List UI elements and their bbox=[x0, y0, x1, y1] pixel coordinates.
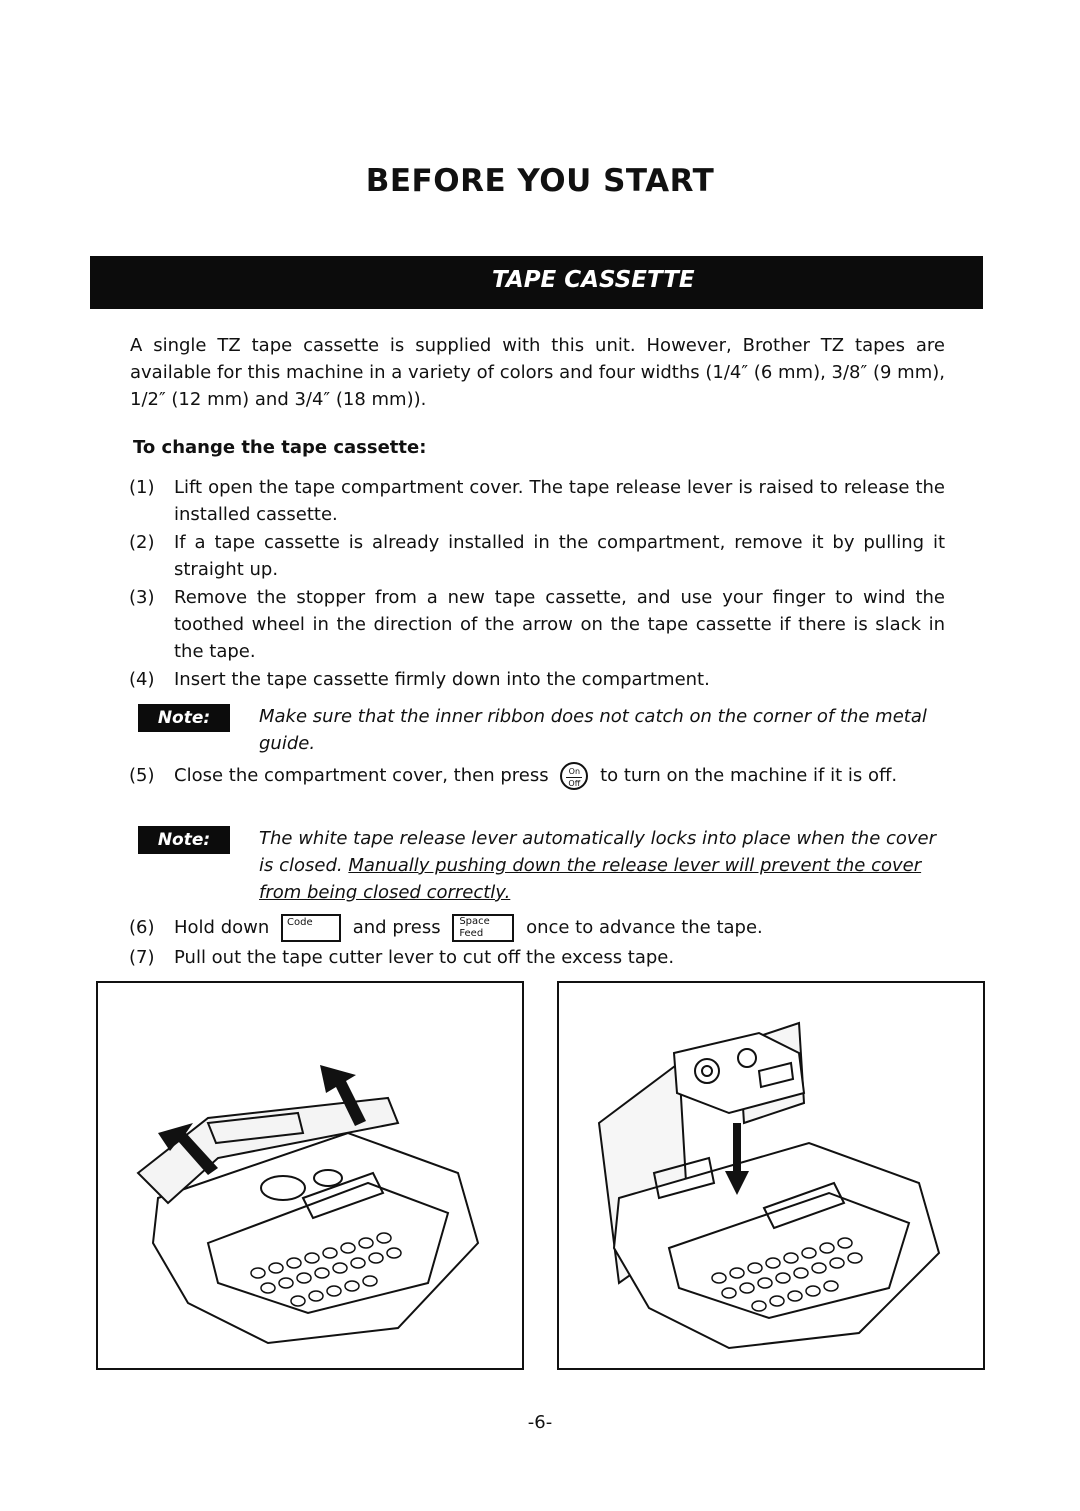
step-number: (1) bbox=[129, 477, 155, 498]
step-text bbox=[174, 914, 945, 942]
step-5-after: to turn on the machine if it is off. bbox=[600, 765, 898, 786]
step-3 bbox=[129, 584, 945, 665]
step-number: (6) bbox=[129, 917, 155, 938]
step-5-before: Close the compartment cover, then press bbox=[174, 765, 549, 786]
power-key-off-label: Off bbox=[568, 779, 581, 788]
label-maker-open-cover-illustration bbox=[98, 983, 522, 1368]
power-key-on-label: On bbox=[568, 767, 581, 776]
step-text: Insert the tape cassette firmly down into the compartment. bbox=[174, 669, 710, 690]
step-number: (3) bbox=[129, 587, 155, 608]
code-key-icon bbox=[281, 914, 341, 942]
feed-key-label: Feed bbox=[459, 928, 484, 939]
step-2 bbox=[129, 529, 945, 583]
note-2 bbox=[138, 825, 945, 906]
step-text: Lift open the tape compartment cover. The tape release lever is raised to release the installed cassette. bbox=[174, 477, 945, 525]
step-number: (4) bbox=[129, 669, 155, 690]
section-banner-label: TAPE CASSETTE bbox=[492, 267, 695, 293]
figure-open-cover bbox=[96, 981, 524, 1370]
step-7 bbox=[129, 944, 945, 971]
section-banner bbox=[90, 256, 983, 309]
step-1 bbox=[129, 474, 945, 528]
subheading: To change the tape cassette: bbox=[133, 437, 427, 458]
step-text: Remove the stopper from a new tape cassette, and use your finger to wind the toothed wheel in the direction of the arrow on the tape cassette if there is slack in the tape. bbox=[174, 587, 945, 662]
step-6-part3: once to advance the tape. bbox=[526, 917, 763, 938]
step-6-part2: and press bbox=[352, 917, 441, 938]
step-text: If a tape cassette is already installed in the compartment, remove it by pulling it straight up. bbox=[174, 532, 945, 580]
figure-insert-cassette bbox=[557, 981, 985, 1370]
note-2-underlined: Manually pushing down the release lever will prevent the cover from being closed correctly. bbox=[259, 855, 922, 903]
page-title: BEFORE YOU START bbox=[365, 163, 715, 199]
step-5 bbox=[129, 762, 945, 790]
step-6-part1: Hold down bbox=[174, 917, 270, 938]
note-text bbox=[259, 825, 945, 906]
note-badge: Note: bbox=[138, 826, 230, 854]
intro-paragraph: A single TZ tape cassette is supplied with this unit. However, Brother TZ tapes are available for this machine in a variety of colors and four widths (1/4″ (6 mm), 3/8″ (9 mm), 1/2″ (12 mm) and 3/4″ (18 mm)). bbox=[130, 335, 945, 410]
label-maker-insert-cassette-illustration bbox=[559, 983, 983, 1368]
step-text: Pull out the tape cutter lever to cut off the excess tape. bbox=[174, 947, 675, 968]
step-text bbox=[174, 762, 945, 790]
step-6 bbox=[129, 914, 945, 942]
note-badge: Note: bbox=[138, 704, 230, 732]
page-number: -6- bbox=[527, 1412, 553, 1433]
step-4 bbox=[129, 666, 945, 693]
space-key-label: Space bbox=[459, 916, 490, 927]
note-text: Make sure that the inner ribbon does not catch on the corner of the metal guide. bbox=[259, 706, 927, 754]
step-number: (7) bbox=[129, 947, 155, 968]
space-feed-key-icon bbox=[452, 914, 514, 942]
note-1 bbox=[138, 703, 945, 757]
step-number: (2) bbox=[129, 532, 155, 553]
power-key-icon bbox=[560, 762, 588, 790]
step-number: (5) bbox=[129, 765, 155, 786]
note-2-plain: The white tape release lever automatically locks into place when the cover is closed. bbox=[259, 828, 937, 876]
code-key-label: Code bbox=[287, 917, 313, 928]
